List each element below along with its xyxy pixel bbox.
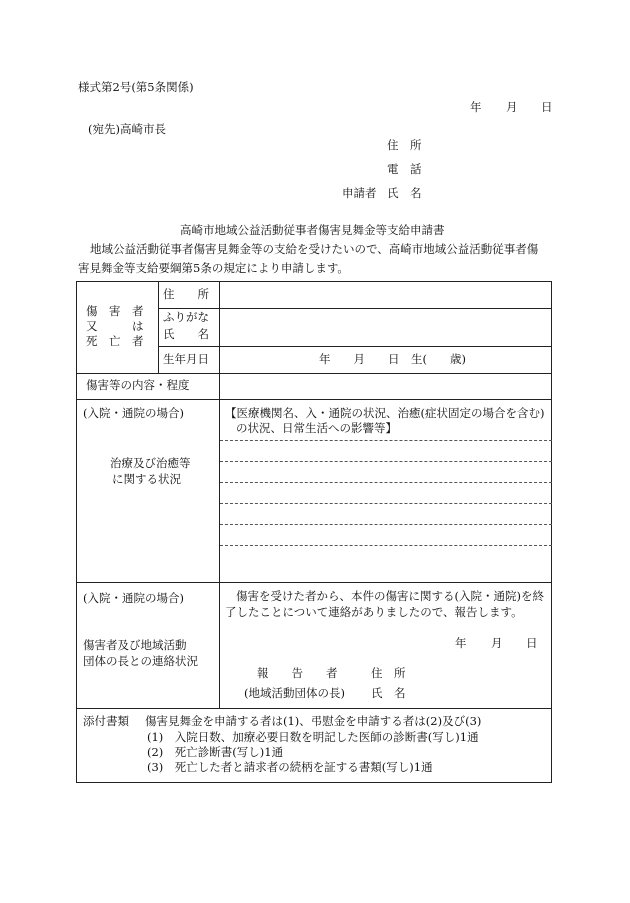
birthdate-value: 年 月 日 生( 歳) [319,352,466,366]
document-title: 高崎市地域公益活動従事者傷害見舞金等支給申請書 [180,223,445,237]
attachments-label: 添付書類 [83,714,129,728]
application-table [76,281,552,783]
name-label: 氏 名 [163,327,209,341]
injured-label-1: 傷 害 者 [86,304,144,318]
birthdate-label: 生年月日 [163,352,209,366]
contact-label-2: 団体の長との連絡状況 [83,654,198,668]
attachments-intro: 傷害見舞金を申請する者は(1)、弔慰金を申請する者は(2)及び(3) [145,714,482,728]
address-label: 住 所 [163,287,209,301]
applicant-address-label: 住 所 [387,138,422,152]
reporter-label: 報 告 者 [257,666,338,680]
date-year-label: 年 [470,100,482,114]
contact-case: (入院・通院の場合) [83,591,184,605]
contact-label-1: 傷害者及び地域活動 [83,638,187,652]
date-month-label: 月 [506,100,518,114]
treatment-note-1: 【医療機関名、入・通院の状況、治癒(症状固定の場合を含む) [225,406,545,420]
attachment-item: (2) 死亡診断書(写し)1通 [147,745,284,759]
furigana-label: ふりがな [163,310,209,324]
applicant-phone-label: 電 話 [387,162,422,176]
injury-label: 傷害等の内容・程度 [86,378,190,392]
date-day-label: 日 [541,100,553,114]
reporter-name-label: 氏 名 [371,686,406,700]
reporter-address-label: 住 所 [371,666,406,680]
contact-year-label: 年 [455,636,467,650]
intro-line-1: 地域公益活動従事者傷害見舞金等の支給を受けたいので、高崎市地域公益活動従事者傷 [90,242,539,256]
treatment-case: (入院・通院の場合) [83,406,184,420]
applicant-name-label: 氏 名 [387,186,422,200]
applicant-label: 申請者 [342,186,377,200]
treatment-label-2: に関する状況 [112,472,181,486]
contact-text-1: 傷害を受けた者から、本件の傷害に関する(入院・通院)を終 [236,589,544,603]
intro-line-2: 害見舞金等支給要綱第5条の規定により申請します。 [78,261,349,275]
attachment-item: (1) 入院日数、加療必要日数を明記した医師の診断書(写し)1通 [147,730,479,744]
treatment-note-2: の状況、日常生活への影響等】 [236,421,397,435]
injured-label-3: 死 亡 者 [86,334,144,348]
form-number: 様式第2号(第5条関係) [78,80,194,94]
contact-day-label: 日 [526,636,538,650]
attachment-item: (3) 死亡した者と請求者の続柄を証する書類(写し)1通 [147,760,433,774]
reporter-org-label: (地域活動団体の長) [244,686,345,700]
addressee: (宛先)高崎市長 [88,122,166,136]
treatment-label-1: 治療及び治癒等 [110,456,191,470]
injured-label-2: 又 は [86,319,144,333]
contact-month-label: 月 [491,636,503,650]
contact-text-2: 了したことについて連絡がありましたので、報告します。 [225,605,523,619]
